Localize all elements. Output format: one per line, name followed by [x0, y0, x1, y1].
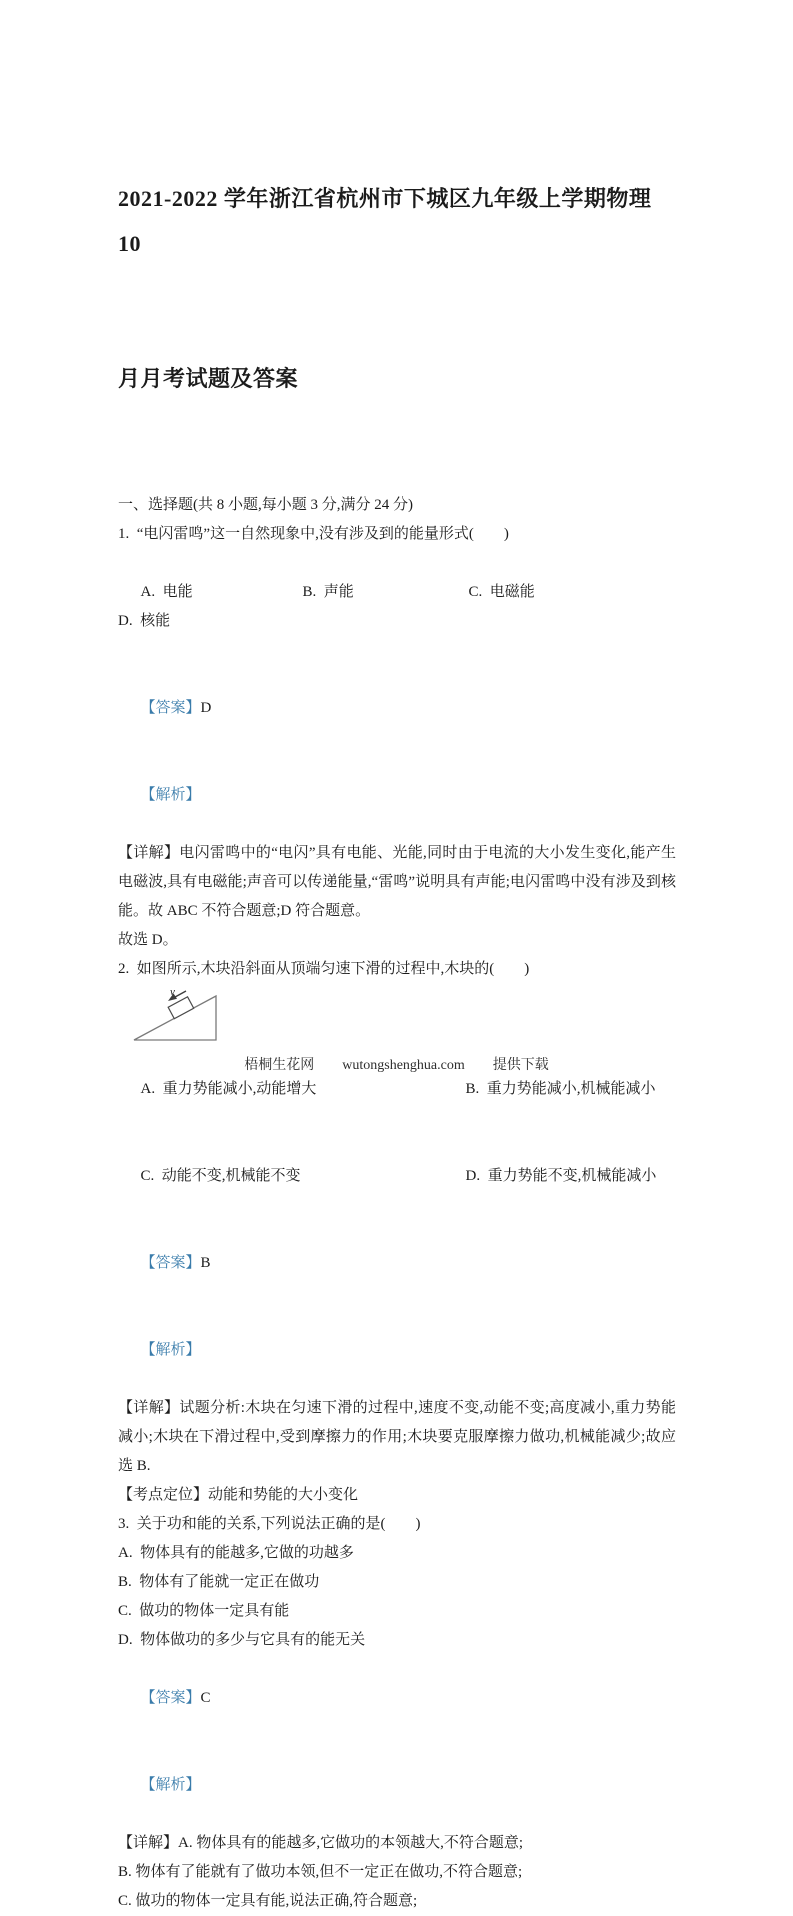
document-title — [118, 86, 676, 491]
option-a: A. 重力势能减小,动能增大 — [140, 1081, 317, 1097]
velocity-label: v — [170, 986, 175, 998]
question-2-keypoint: 【考点定位】动能和势能的大小变化 — [118, 1487, 359, 1503]
footer-site-name: 梧桐生花网 — [244, 1058, 315, 1073]
question-2-detail: 【详解】试题分析:木块在匀速下滑的过程中,速度不变,动能不变;高度减小,重力势能减小;木块在下滑过程中,受到摩擦力的作用;木块要克服摩擦力做功,机械能减少;故应选 B. — [118, 1400, 676, 1474]
section-heading: 一、选择题(共 8 小题,每小题 3 分,满分 24 分) — [118, 497, 413, 513]
question-1-analysis-row — [118, 752, 676, 839]
question-1-conclusion: 故选 D。 — [118, 932, 178, 948]
title-line-1: 2021-2022 学年浙江省杭州市下城区九年级上学期物理 10 — [118, 186, 658, 256]
incline-diagram — [124, 986, 676, 1044]
sliding-block — [168, 997, 194, 1019]
option-a: A. 电能 — [140, 584, 193, 600]
question-2-options-row-2 — [118, 1133, 676, 1220]
analysis-label: 【解析】 — [140, 1777, 201, 1793]
incline-diagram-svg — [124, 986, 254, 1044]
question-3-answer-row — [118, 1655, 676, 1742]
option-c: C. 做功的物体一定具有能 — [118, 1603, 290, 1619]
option-d: D. 重力势能不变,机械能减小 — [465, 1168, 657, 1184]
option-b: B. 声能 — [302, 584, 354, 600]
answer-value: B — [200, 1255, 211, 1271]
answer-value: D — [200, 700, 212, 716]
document-content — [118, 86, 676, 1916]
title-line-2: 月月考试题及答案 — [118, 366, 299, 391]
question-2-answer-row — [118, 1220, 676, 1307]
question-3-detail-c: C. 做功的物体一定具有能,说法正确,符合题意; — [118, 1893, 418, 1909]
answer-label: 【答案】 — [140, 700, 201, 716]
footer-download-text: 提供下载 — [492, 1058, 549, 1073]
answer-value: C — [200, 1690, 211, 1706]
option-a: A. 物体具有的能越多,它做的功越多 — [118, 1545, 354, 1561]
option-b: B. 重力势能减小,机械能减小 — [465, 1081, 656, 1097]
option-c: C. 动能不变,机械能不变 — [140, 1168, 301, 1184]
question-1-stem: 1. “电闪雷鸣”这一自然现象中,没有涉及到的能量形式( ) — [118, 526, 509, 542]
question-2-analysis-row — [118, 1307, 676, 1394]
analysis-label: 【解析】 — [140, 787, 201, 803]
question-3-analysis-row — [118, 1742, 676, 1829]
question-3-detail-b: B. 物体有了能就有了做功本领,但不一定正在做功,不符合题意; — [118, 1864, 523, 1880]
analysis-label: 【解析】 — [140, 1342, 201, 1358]
option-d: D. 核能 — [118, 613, 171, 629]
footer-site-url: wutongshenghua.com — [342, 1058, 465, 1073]
question-2-stem: 2. 如图所示,木块沿斜面从顶端匀速下滑的过程中,木块的( ) — [118, 961, 530, 977]
option-d: D. 物体做功的多少与它具有的能无关 — [118, 1632, 366, 1648]
page-footer — [0, 1056, 793, 1076]
question-1-options — [118, 549, 676, 665]
question-1-answer-row — [118, 665, 676, 752]
question-1-detail: 【详解】电闪雷鸣中的“电闪”具有电能、光能,同时由于电流的大小发生变化,能产生电磁波,具有电磁能;声音可以传递能量,“雷鸣”说明具有声能;电闪雷鸣中没有涉及到核能。故 ABC 不符合题意;D 符合题意。 — [118, 845, 676, 919]
answer-label: 【答案】 — [140, 1255, 201, 1271]
option-c: C. 电磁能 — [468, 584, 535, 600]
answer-label: 【答案】 — [140, 1690, 201, 1706]
option-b: B. 物体有了能就一定正在做功 — [118, 1574, 320, 1590]
question-3-stem: 3. 关于功和能的关系,下列说法正确的是( ) — [118, 1516, 421, 1532]
question-3-detail-a: 【详解】A. 物体具有的能越多,它做功的本领越大,不符合题意; — [118, 1835, 524, 1851]
